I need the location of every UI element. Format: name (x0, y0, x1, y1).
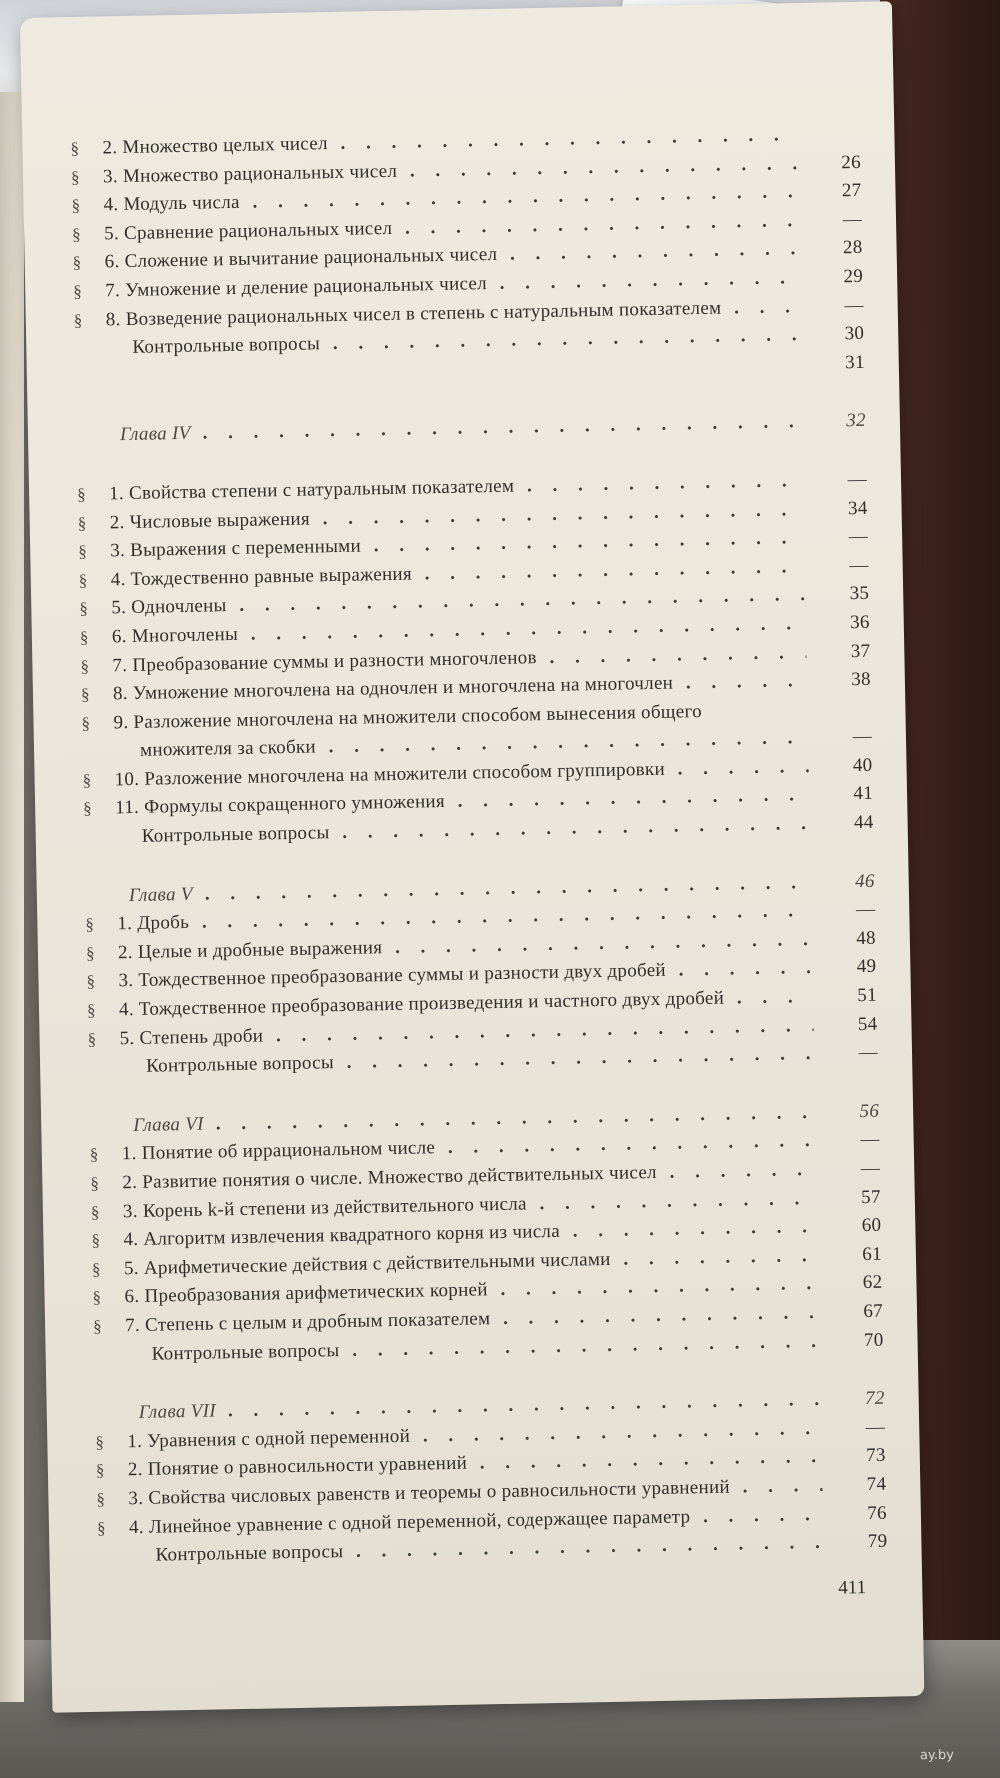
toc-entry-title: 7. Преобразование суммы и разности многочленов . . . (112, 639, 806, 680)
section-mark (76, 426, 104, 427)
toc-entry-page: — (860, 1157, 881, 1180)
section-mark: § (79, 627, 89, 647)
toc-entry-page: — (865, 1416, 886, 1438)
toc-entry-page: 32 (846, 410, 867, 432)
section-mark: § (83, 799, 93, 819)
toc-entry-title: 6. Сложение и вычитание рациональных чисел . . . (104, 235, 798, 276)
toc-entry-page: 57 (860, 1186, 881, 1208)
toc-entry-title: 3. Выражения с переменными . . . (110, 524, 804, 565)
section-mark: § (72, 253, 82, 273)
toc-entry-page: 79 (867, 1530, 888, 1553)
section-mark: § (85, 914, 95, 935)
toc-entry-title: Контрольные вопросы . . . (132, 321, 800, 362)
section-mark (75, 367, 103, 368)
toc-entry-title: 1. Уравнения с одной переменной . . . (127, 1415, 821, 1456)
toc-entry-title: 3. Множество рациональных чисел . . . (103, 150, 797, 191)
toc-entry-page: 28 (842, 237, 863, 259)
section-mark: § (81, 713, 91, 733)
toc-entry-page: 62 (862, 1272, 883, 1294)
section-mark: § (82, 770, 92, 790)
toc-entry-title: 4. Тождественно равные выражения . . . (111, 553, 805, 594)
toc-entry-page: 48 (856, 927, 877, 949)
toc-entry-title: 4. Алгоритм извлечения квадратного корня из числа . . . (123, 1213, 817, 1254)
section-mark: § (91, 1230, 101, 1251)
toc-entry-page: 76 (867, 1502, 888, 1524)
toc-entry-title: 3. Тождественное преобразование суммы и разности двух дробей . . . (118, 954, 812, 995)
toc-entry-page: 49 (856, 956, 877, 978)
toc-entry-page: — (848, 525, 869, 548)
toc-entry-page: 37 (850, 640, 871, 662)
toc-entry-page: 30 (844, 323, 865, 345)
section-mark: § (95, 1432, 105, 1452)
section-mark (84, 827, 112, 828)
toc-entry-title: 10. Разложение многочлена на множители способом группировки . . . (114, 753, 808, 794)
page-number: 411 (838, 1577, 867, 1599)
section-mark: § (77, 513, 87, 533)
toc-entry-page: 34 (847, 497, 868, 519)
toc-entry-title: 2. Развитие понятия о числе. Множество действительных чисел . . . (122, 1156, 816, 1197)
toc-entry-page: 70 (863, 1329, 884, 1351)
section-mark (93, 1345, 121, 1346)
toc-entry-page: 56 (859, 1100, 880, 1122)
section-mark (95, 1403, 123, 1404)
toc-entry-page (811, 694, 871, 695)
section-mark (89, 1116, 117, 1117)
section-mark: § (86, 1000, 97, 1020)
toc-entry-page: — (860, 1129, 880, 1151)
toc-entry-page: 60 (861, 1214, 882, 1237)
section-mark: § (78, 570, 88, 590)
section-mark (82, 742, 110, 743)
toc-entry-title: 1. Понятие об иррациональном числе . . . (122, 1127, 816, 1168)
section-mark: § (78, 541, 88, 562)
section-mark (85, 886, 113, 887)
toc-entry-title: 1. Дробь . . . (117, 897, 811, 938)
toc-entry-page: 40 (852, 754, 873, 777)
toc-entry-page: — (844, 294, 864, 316)
toc-entry-page: 61 (862, 1243, 883, 1265)
toc-entry-title: 7. Степень с целым и дробным показателем . . . (125, 1299, 819, 1340)
toc-entry-title: 5. Степень дроби . . . (119, 1012, 813, 1053)
book-page (20, 1, 924, 1712)
toc-entry-page: 51 (857, 984, 878, 1007)
section-mark: § (79, 599, 89, 619)
section-mark: § (70, 167, 81, 187)
toc-entry-page: — (852, 726, 873, 748)
section-mark: § (85, 943, 95, 963)
toc-entry-page: 67 (863, 1300, 884, 1323)
toc-entry-page: — (849, 554, 869, 576)
section-mark (74, 339, 102, 340)
toc-entry-page: 35 (849, 583, 870, 605)
toc-entry-page: 36 (849, 611, 870, 634)
toc-entry-title: 1. Свойства степени с натуральным показателем . . . (109, 467, 803, 508)
toc-entry-page: 27 (841, 180, 862, 202)
toc-entry-page: 72 (864, 1387, 885, 1410)
section-mark (97, 1546, 125, 1547)
toc-entry-page: 26 (841, 151, 862, 173)
toc-entry-title: 2. Понятие о равносильности уравнений . . . (128, 1443, 822, 1484)
toc-entry-title: Контрольные вопросы . . . (151, 1327, 819, 1368)
section-mark: § (80, 656, 90, 676)
toc-entry-page: — (842, 208, 863, 231)
toc-entry-title: 8. Умножение многочлена на одночлен и многочлена на многочлен . . . (113, 667, 807, 708)
toc-entry-title: 2. Множество целых чисел . . . (102, 121, 796, 162)
toc-entry-page: 29 (843, 265, 864, 288)
toc-entry-title: 4. Модуль числа . . . (103, 178, 797, 219)
toc-entry-title: 5. Одночлены . . . (111, 581, 805, 622)
section-mark: § (73, 281, 83, 301)
section-mark: § (70, 138, 80, 159)
toc-entry-title: Глава V . . . (129, 869, 811, 910)
section-mark: § (71, 196, 81, 216)
section-mark: § (80, 684, 90, 705)
toc-entry-page: 38 (851, 668, 872, 691)
toc-entry-title: 2. Числовые выражения . . . (109, 496, 803, 537)
section-mark (88, 1058, 116, 1059)
toc-entry-title: 2. Целые и дробные выражения . . . (118, 926, 812, 967)
toc-entry-title: 8. Возведение рациональных чисел в степень с натуральным показателем . . . (106, 293, 800, 334)
toc-entry-page (800, 120, 860, 121)
section-mark: § (90, 1173, 100, 1193)
toc-entry-page: 54 (857, 1013, 878, 1035)
toc-entry-title: 4. Тождественное преобразование произведения и частного двух дробей . . . (119, 983, 813, 1024)
toc-entry-page: 46 (854, 870, 875, 892)
chapter-heading (76, 407, 876, 451)
toc-entry-page: — (858, 1041, 879, 1064)
toc-entry-title: 4. Линейное уравнение с одной переменной, содержащее параметр . . . (129, 1500, 823, 1541)
toc-entry-page: 41 (853, 783, 874, 805)
section-mark: § (71, 224, 82, 244)
toc-entry-title: Глава VII . . . (139, 1386, 821, 1427)
section-mark: § (96, 1489, 106, 1509)
section-mark: § (92, 1316, 103, 1336)
toc-entry-page: 73 (865, 1444, 886, 1467)
toc-entry-title: 3. Корень k-й степени из действительного числа . . . (123, 1185, 817, 1226)
section-mark: § (89, 1145, 99, 1165)
toc-entry-title: 7. Умножение и деление рациональных чисел . . . (105, 264, 799, 305)
toc-entry-page: 74 (866, 1473, 887, 1495)
toc-entry-title: 11. Формулы сокращенного умножения . . . (115, 781, 809, 822)
toc-entry-title: Контрольные вопросы . . . (141, 810, 809, 851)
section-mark: § (73, 310, 83, 330)
toc-entry-title: Контрольные вопросы . . . (155, 1529, 823, 1570)
page-stack-edge (0, 92, 24, 1702)
toc-entry-page: 31 (844, 351, 865, 373)
toc-entry-title: 5. Сравнение рациональных чисел . . . (104, 207, 798, 248)
section-mark: § (91, 1259, 102, 1279)
toc-entry-page: — (847, 468, 868, 491)
toc-entry-title: Контрольные вопросы . . . (146, 1040, 814, 1081)
toc-entry-title: 3. Свойства числовых равенств и теоремы о равносильности уравнений . . . (128, 1472, 822, 1513)
section-mark: § (90, 1202, 100, 1222)
toc-entry-title: 9. Разложение многочлена на множители способом вынесения общего (113, 700, 703, 734)
toc-entry-title: 6. Многочлены . . . (112, 610, 806, 651)
section-mark: § (87, 1029, 97, 1049)
watermark: ay.by (919, 1747, 954, 1764)
toc-entry-title: 5. Арифметические действия с действительными числами . . . (124, 1242, 818, 1283)
section-mark: § (86, 972, 96, 992)
section-mark: § (92, 1288, 102, 1308)
section-mark: § (96, 1518, 106, 1538)
toc-entry-title: множителя за скобки . . . (140, 724, 808, 765)
toc-entry-title: Глава VI . . . (133, 1099, 815, 1140)
section-mark: § (95, 1460, 105, 1481)
toc-entry-title: Глава IV . . . (120, 408, 802, 449)
section-mark: § (76, 484, 87, 504)
table-of-contents (70, 120, 897, 1572)
toc-entry-page: 44 (853, 811, 874, 834)
toc-entry-page: — (855, 898, 876, 921)
toc-entry-title: 6. Преобразования арифметических корней . . . (124, 1270, 818, 1311)
